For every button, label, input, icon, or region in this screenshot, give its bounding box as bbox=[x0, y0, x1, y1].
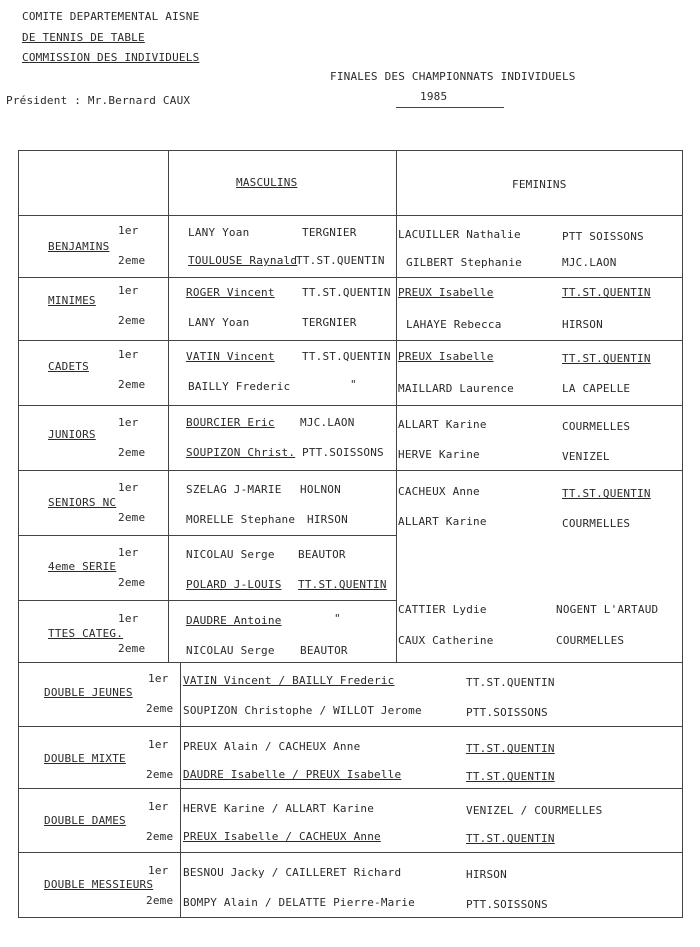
masc-first-club: TT.ST.QUENTIN bbox=[302, 286, 391, 299]
place-first: 1er bbox=[118, 416, 139, 429]
fem-second-name: MAILLARD Laurence bbox=[398, 382, 514, 395]
fem-first-name: CATTIER Lydie bbox=[398, 603, 487, 616]
masc-second-club: TERGNIER bbox=[302, 316, 357, 329]
pair-first: BESNOU Jacky / CAILLERET Richard bbox=[183, 866, 402, 879]
masc-second-name: MORELLE Stephane bbox=[186, 513, 296, 526]
club-first: TT.ST.QUENTIN bbox=[466, 742, 555, 755]
category-name: 4eme SERIE bbox=[48, 560, 117, 573]
pair-second: SOUPIZON Christophe / WILLOT Jerome bbox=[183, 704, 422, 717]
masc-first-name: BOURCIER Eric bbox=[186, 416, 275, 429]
place-first: 1er bbox=[118, 224, 139, 237]
place-second: 2eme bbox=[118, 254, 146, 267]
year: 1985 bbox=[420, 90, 448, 103]
place-second: 2eme bbox=[118, 576, 146, 589]
masc-first-club: BEAUTOR bbox=[298, 548, 346, 561]
president: Président : Mr.Bernard CAUX bbox=[6, 94, 191, 107]
feminins-header: FEMININS bbox=[512, 178, 567, 191]
fem-first-club: TT.ST.QUENTIN bbox=[562, 352, 651, 365]
fem-first-club: TT.ST.QUENTIN bbox=[562, 487, 651, 500]
masc-second-name: BAILLY Frederic bbox=[188, 380, 291, 393]
fem-first-name: CACHEUX Anne bbox=[398, 485, 480, 498]
category-name: JUNIORS bbox=[48, 428, 96, 441]
place-second: 2eme bbox=[146, 768, 174, 781]
page-title: FINALES DES CHAMPIONNATS INDIVIDUELS bbox=[330, 70, 576, 83]
fem-first-club: PTT SOISSONS bbox=[562, 230, 644, 243]
masc-second-club: TT.ST.QUENTIN bbox=[298, 578, 387, 591]
fem-first-club: TT.ST.QUENTIN bbox=[562, 286, 651, 299]
org-line-2: DE TENNIS DE TABLE bbox=[22, 31, 145, 44]
fem-first-name: PREUX Isabelle bbox=[398, 286, 494, 299]
club-second: PTT.SOISSONS bbox=[466, 898, 548, 911]
place-first: 1er bbox=[118, 612, 139, 625]
place-first: 1er bbox=[118, 284, 139, 297]
masculins-header: MASCULINS bbox=[236, 176, 298, 189]
fem-second-club: COURMELLES bbox=[562, 517, 631, 530]
place-second: 2eme bbox=[146, 702, 174, 715]
place-first: 1er bbox=[118, 546, 139, 559]
masc-second-club: TT.ST.QUENTIN bbox=[296, 254, 385, 267]
pair-second: PREUX Isabelle / CACHEUX Anne bbox=[183, 830, 381, 843]
club-first: VENIZEL / COURMELLES bbox=[466, 804, 603, 817]
fem-first-club: NOGENT L'ARTAUD bbox=[556, 603, 659, 616]
fem-second-club: MJC.LAON bbox=[562, 256, 617, 269]
place-first: 1er bbox=[118, 348, 139, 361]
masc-second-name: TOULOUSE Raynald bbox=[188, 254, 298, 267]
fem-first-name: ALLART Karine bbox=[398, 418, 487, 431]
fem-second-name: LAHAYE Rebecca bbox=[406, 318, 502, 331]
masc-second-club: BEAUTOR bbox=[300, 644, 348, 657]
masc-second-name: NICOLAU Serge bbox=[186, 644, 275, 657]
category-name: MINIMES bbox=[48, 294, 96, 307]
double-name: DOUBLE JEUNES bbox=[44, 686, 133, 699]
club-second: TT.ST.QUENTIN bbox=[466, 832, 555, 845]
fem-second-name: CAUX Catherine bbox=[398, 634, 494, 647]
fem-first-name: LACUILLER Nathalie bbox=[398, 228, 521, 241]
place-second: 2eme bbox=[118, 642, 146, 655]
category-name: BENJAMINS bbox=[48, 240, 110, 253]
category-name: CADETS bbox=[48, 360, 89, 373]
masc-first-club: TT.ST.QUENTIN bbox=[302, 350, 391, 363]
double-name: DOUBLE DAMES bbox=[44, 814, 126, 827]
place-second: 2eme bbox=[118, 511, 146, 524]
place-second: 2eme bbox=[118, 446, 146, 459]
pair-second: BOMPY Alain / DELATTE Pierre-Marie bbox=[183, 896, 415, 909]
masc-second-club: " bbox=[350, 378, 357, 391]
fem-second-club: LA CAPELLE bbox=[562, 382, 631, 395]
masc-first-club: MJC.LAON bbox=[300, 416, 355, 429]
category-name: SENIORS NC bbox=[48, 496, 117, 509]
masc-second-name: SOUPIZON Christ. bbox=[186, 446, 296, 459]
masc-first-club: " bbox=[334, 612, 341, 625]
masc-first-name: DAUDRE Antoine bbox=[186, 614, 282, 627]
double-name: DOUBLE MIXTE bbox=[44, 752, 126, 765]
club-second: TT.ST.QUENTIN bbox=[466, 770, 555, 783]
masc-first-club: HOLNON bbox=[300, 483, 341, 496]
pair-second: DAUDRE Isabelle / PREUX Isabelle bbox=[183, 768, 402, 781]
place-first: 1er bbox=[148, 738, 169, 751]
fem-second-name: HERVE Karine bbox=[398, 448, 480, 461]
fem-second-name: ALLART Karine bbox=[398, 515, 487, 528]
place-second: 2eme bbox=[118, 314, 146, 327]
masc-second-club: HIRSON bbox=[307, 513, 348, 526]
masc-first-name: VATIN Vincent bbox=[186, 350, 275, 363]
place-first: 1er bbox=[148, 864, 169, 877]
masc-first-name: NICOLAU Serge bbox=[186, 548, 275, 561]
masc-first-club: TERGNIER bbox=[302, 226, 357, 239]
double-name: DOUBLE MESSIEURS bbox=[44, 878, 154, 891]
masc-first-name: ROGER Vincent bbox=[186, 286, 275, 299]
masc-first-name: SZELAG J-MARIE bbox=[186, 483, 282, 496]
org-line-1: COMITE DEPARTEMENTAL AISNE bbox=[22, 10, 200, 23]
place-second: 2eme bbox=[146, 894, 174, 907]
pair-first: HERVE Karine / ALLART Karine bbox=[183, 802, 375, 815]
place-first: 1er bbox=[148, 672, 169, 685]
club-first: HIRSON bbox=[466, 868, 507, 881]
pair-first: PREUX Alain / CACHEUX Anne bbox=[183, 740, 361, 753]
masc-second-name: POLARD J-LOUIS bbox=[186, 578, 282, 591]
org-line-3: COMMISSION DES INDIVIDUELS bbox=[22, 51, 200, 64]
masc-second-name: LANY Yoan bbox=[188, 316, 250, 329]
fem-first-name: PREUX Isabelle bbox=[398, 350, 494, 363]
fem-second-club: COURMELLES bbox=[556, 634, 625, 647]
fem-second-name: GILBERT Stephanie bbox=[406, 256, 522, 269]
masc-first-name: LANY Yoan bbox=[188, 226, 250, 239]
category-name: TTES CATEG. bbox=[48, 627, 124, 640]
fem-second-club: VENIZEL bbox=[562, 450, 610, 463]
club-first: TT.ST.QUENTIN bbox=[466, 676, 555, 689]
club-second: PTT.SOISSONS bbox=[466, 706, 548, 719]
place-second: 2eme bbox=[146, 830, 174, 843]
place-second: 2eme bbox=[118, 378, 146, 391]
fem-second-club: HIRSON bbox=[562, 318, 603, 331]
fem-first-club: COURMELLES bbox=[562, 420, 631, 433]
pair-first: VATIN Vincent / BAILLY Frederic bbox=[183, 674, 395, 687]
place-first: 1er bbox=[118, 481, 139, 494]
place-first: 1er bbox=[148, 800, 169, 813]
masc-second-club: PTT.SOISSONS bbox=[302, 446, 384, 459]
